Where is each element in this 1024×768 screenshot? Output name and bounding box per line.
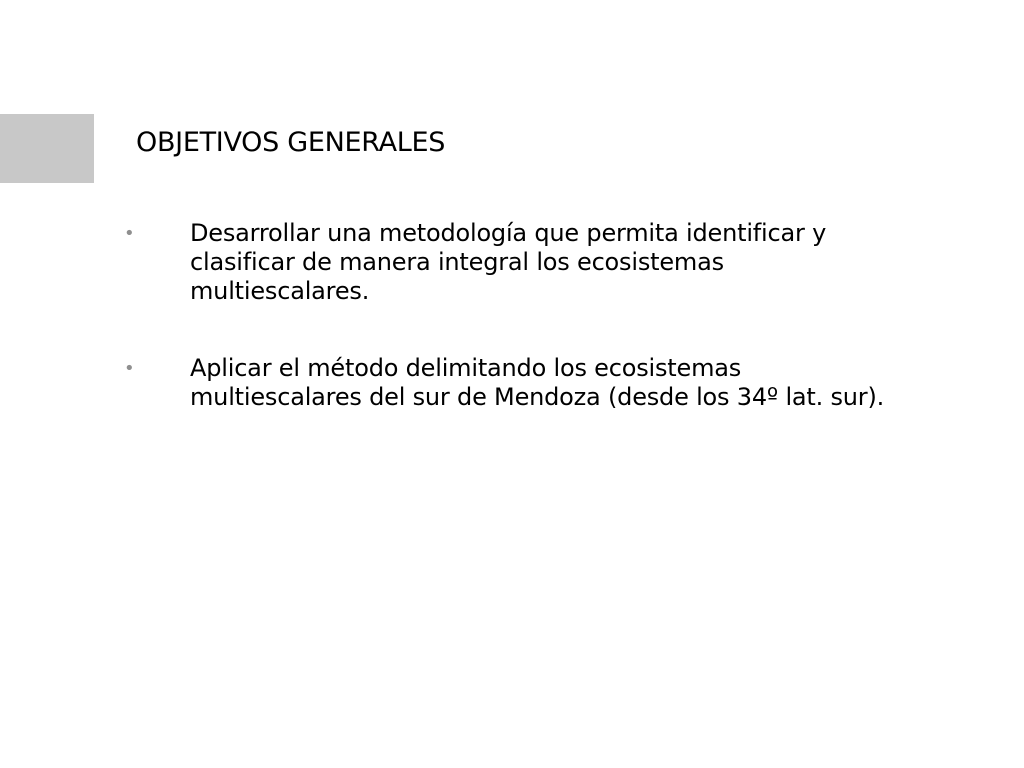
objective-item-2 — [120, 354, 900, 412]
objective-text-1: Desarrollar una metodología que permita identificar y clasificar de manera integral los ecosistemas multiescalares. — [190, 219, 827, 305]
objective-text-2: Aplicar el método delimitando los ecosistemas multiescalares del sur de Mendoza (desde los 34º lat. sur). — [190, 354, 885, 411]
objectives-list — [120, 219, 900, 460]
bullet-icon: • — [124, 223, 135, 244]
bullet-icon: • — [124, 358, 135, 379]
objective-item-1 — [120, 219, 900, 306]
title-accent-block — [0, 114, 94, 183]
slide-title: OBJETIVOS GENERALES — [136, 127, 446, 158]
